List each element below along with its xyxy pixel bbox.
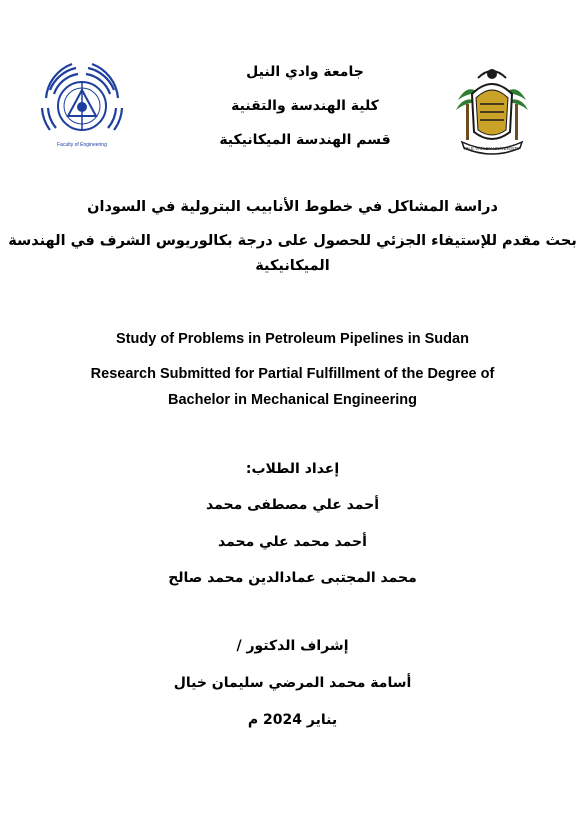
svg-text:Faculty of Engineering: Faculty of Engineering xyxy=(57,142,107,148)
arabic-subtitle-line1: بحث مقدم للإستيفاء الجزئي للحصول على درجة بكالوريوس الشرف في الهندسة xyxy=(8,233,577,249)
arabic-subtitle-line2: الميكانيكية xyxy=(255,258,330,274)
students-label: إعداد الطلاب: xyxy=(245,461,340,477)
english-title: Study of Problems in Petroleum Pipelines in Sudan xyxy=(116,331,469,347)
logo-caption: NILE VALLEY UNIVERSITY xyxy=(463,146,521,151)
supervisor-name: أسامة محمد المرضي سليمان خيال xyxy=(173,675,412,691)
english-subtitle-line1: Research Submitted for Partial Fulfillment of the Degree of xyxy=(90,366,495,382)
arabic-title: دراسة المشاكل في خطوط الأنابيب البترولية في السودان xyxy=(87,199,498,215)
faculty-name: كلية الهندسة والتقنية xyxy=(231,98,379,114)
institution-header xyxy=(180,55,430,157)
university-name: جامعة وادي النيل xyxy=(246,64,364,80)
date: يناير 2024 م xyxy=(247,712,338,728)
english-subtitle-line2: Bachelor in Mechanical Engineering xyxy=(168,392,417,408)
student-name: محمد المجتبى عمادالدين محمد صالح xyxy=(168,570,417,586)
department-name: قسم الهندسة الميكانيكية xyxy=(219,132,391,148)
student-name: أحمد محمد علي محمد xyxy=(218,534,367,550)
university-emblem xyxy=(448,60,536,156)
supervisor-label: إشراف الدكتور / xyxy=(236,638,349,654)
engineering-faculty-logo xyxy=(36,60,128,152)
student-name: أحمد علي مصطفى محمد xyxy=(206,497,379,513)
